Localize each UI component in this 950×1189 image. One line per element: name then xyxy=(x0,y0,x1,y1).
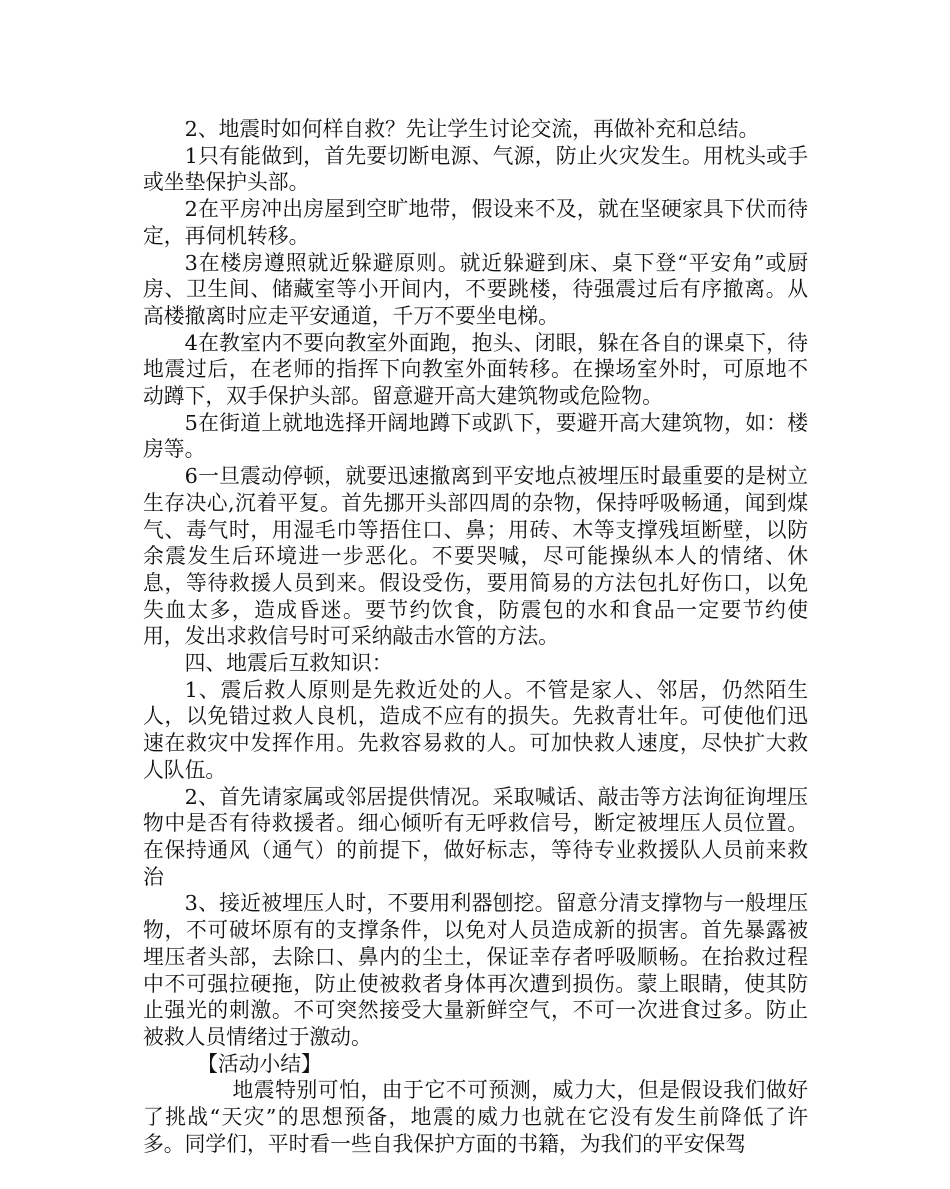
paragraph-step-6: 6一旦震动停顿，就要迅速撤离到平安地点被埋压时最重要的是树立生存决心,沉着平复。首先挪开头部四周的杂物，保持呼吸畅通，闻到煤气、毒气时，用湿毛巾等捂住口、鼻；用砖、木等支撑残垣断壁，以防余震发生后环境进一步恶化。不要哭喊，尽可能操纵本人的情绪、休息，等待救援人员到来。假设受伤，要用简易的方法包扎好伤口，以免失血太多，造成昏迷。要节约饮食，防震包的水和食品一定要节约使用，发出求救信号时可采纳敲击水管的方法。 xyxy=(143,464,808,649)
paragraph-step-2: 2在平房冲出房屋到空旷地带，假设来不及，就在坚硬家具下伏而待定，再伺机转移。 xyxy=(143,197,808,248)
paragraph-rescue-2: 2、首先请家属或邻居提供情况。采取喊话、敲击等方法询征询埋压物中是否有待救援者。细心倾听有无呼救信号，断定被埋压人员位置。在保持通风（通气）的前提下，做好标志，等待专业救援队人员前来救治 xyxy=(143,784,808,889)
paragraph-rescue-1: 1、震后救人原则是先救近处的人。不管是家人、邻居，仍然陌生人，以免错过救人良机，造成不应有的损失。先救青壮年。可使他们迅速在救灾中发挥作用。先救容易救的人。可加快救人速度，尽快扩大救人队伍。 xyxy=(143,677,808,782)
paragraph-rescue-3: 3、接近被埋压人时，不要用利器刨挖。留意分清支撑物与一般埋压物，不可破坏原有的支撑条件，以免对人员造成新的损害。首先暴露被埋压者头部，去除口、鼻内的尘土，保证幸存者呼吸顺畅。在抬救过程中不可强拉硬拖，防止使被救者身体再次遭到损伤。蒙上眼睛，使其防止强光的刺激。不可突然接受大量新鲜空气，不可一次进食过多。防止被救人员情绪过于激动。 xyxy=(143,891,808,1049)
paragraph-step-4: 4在教室内不要向教室外面跑，抱头、闭眼，躲在各自的课桌下，待地震过后，在老师的指挥下向教室外面转移。在操场室外时，可原地不动蹲下，双手保护头部。留意避开高大建筑物或危险物。 xyxy=(143,330,808,409)
paragraph-step-5: 5在街道上就地选择开阔地蹲下或趴下，要避开高大建筑物，如：楼房等。 xyxy=(143,410,808,462)
section-heading-activity-summary: 【活动小结】 xyxy=(197,1051,322,1076)
paragraph-self-rescue-heading: 2、地震时如何样自救？先让学生讨论交流，再做补充和总结。 xyxy=(184,117,760,141)
paragraph-summary: 地震特别可怕，由于它不可预测，威力大，但是假设我们做好了挑战“天灾”的思想预备，地震的威力也就在它没有发生前降低了许多。同学们，平时看一些自我保护方面的书籍，为我们的平安保驾 xyxy=(143,1078,808,1156)
paragraph-step-1: 1只有能做到，首先要切断电源、气源，防止火灾发生。用枕头或手或坐垫保护头部。 xyxy=(143,143,808,195)
paragraph-step-3: 3在楼房遵照就近躲避原则。就近躲避到床、桌下登“平安角”或厨房、卫生间、储藏室等小开间内，不要跳楼，待强震过后有序撤离。从高楼撤离时应走平安通道，千万不要坐电梯。 xyxy=(143,250,808,328)
document-page xyxy=(143,116,808,1157)
section-heading-mutual-rescue: 四、地震后互救知识： xyxy=(184,651,393,676)
